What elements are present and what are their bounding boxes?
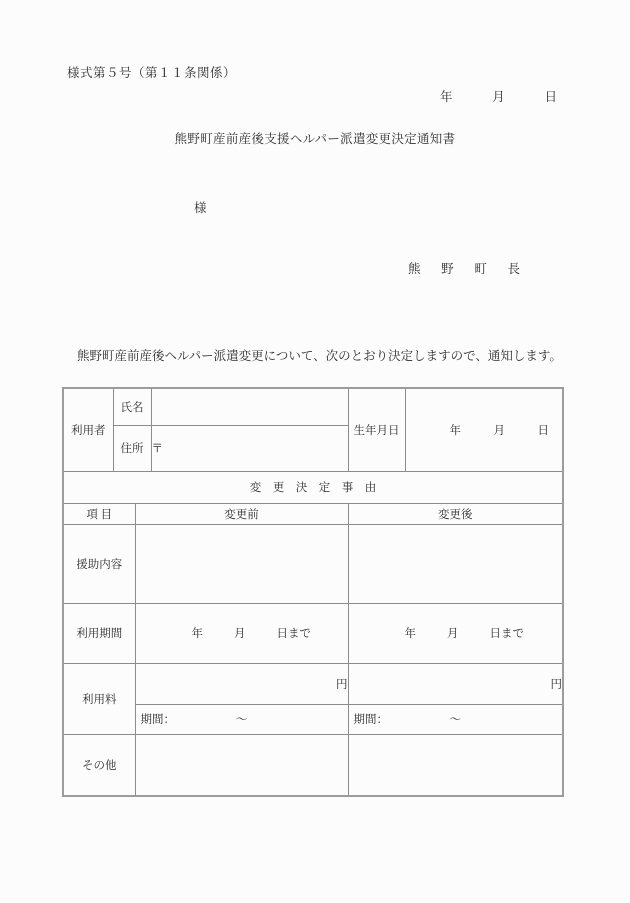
form-number: 様式第５号（第１１条関係） bbox=[67, 66, 237, 80]
item-header-cell: 項 目 bbox=[63, 503, 135, 524]
birth-date-fields bbox=[406, 422, 563, 438]
notification-table bbox=[62, 387, 564, 797]
period-before-month: 月 bbox=[234, 628, 246, 640]
after-header-cell: 変更後 bbox=[348, 503, 563, 524]
mayor-char: 町 bbox=[474, 262, 487, 276]
birth-label-cell: 生年月日 bbox=[348, 388, 405, 471]
fee-after-range-label: 期間： bbox=[353, 714, 388, 726]
body-paragraph: 熊野町産前産後ヘルパー派遣変更について、次のとおり決定しますので、通知します。 bbox=[77, 349, 562, 363]
mayor-char: 長 bbox=[507, 262, 520, 276]
fee-before-range-cell bbox=[135, 704, 348, 734]
fee-before-amount-cell: 円 bbox=[135, 663, 348, 704]
issue-date bbox=[440, 87, 557, 105]
mayor-signature bbox=[408, 259, 520, 277]
other-before-cell bbox=[135, 734, 348, 796]
name-value-cell bbox=[151, 388, 348, 425]
other-after-cell bbox=[348, 734, 563, 796]
period-after-cell bbox=[348, 603, 563, 663]
addressee-honorific: 様 bbox=[194, 201, 207, 215]
birth-year-label: 年 bbox=[449, 424, 461, 437]
birth-day-label: 日 bbox=[537, 424, 549, 437]
fee-label-cell: 利用料 bbox=[63, 663, 135, 734]
period-before-fields bbox=[136, 625, 348, 641]
fee-before-range-label: 期間： bbox=[140, 714, 175, 726]
reason-header-cell: 変 更 決 定 事 由 bbox=[63, 471, 563, 503]
fee-after-range-tilde: 〜 bbox=[449, 714, 461, 726]
support-before-cell bbox=[135, 524, 348, 603]
birth-date-cell bbox=[405, 388, 563, 471]
birth-month-label: 月 bbox=[493, 424, 505, 437]
period-after-year: 年 bbox=[404, 628, 416, 640]
issue-date-year: 年 bbox=[440, 90, 453, 104]
period-before-year: 年 bbox=[191, 628, 203, 640]
period-after-day-until: 日まで bbox=[489, 628, 524, 640]
mayor-char: 熊 bbox=[408, 262, 421, 276]
other-label-cell: その他 bbox=[63, 734, 135, 796]
name-label-cell: 氏名 bbox=[113, 388, 151, 425]
fee-after-amount-cell: 円 bbox=[348, 663, 563, 704]
support-label-cell: 援助内容 bbox=[63, 524, 135, 603]
postal-mark: 〒 bbox=[151, 443, 163, 455]
address-label-cell: 住所 bbox=[113, 425, 151, 471]
document-title: 熊野町産前産後支援ヘルパー派遣変更決定通知書 bbox=[174, 132, 456, 146]
address-value-cell bbox=[151, 425, 348, 471]
period-after-fields bbox=[349, 625, 563, 641]
support-after-cell bbox=[348, 524, 563, 603]
fee-before-range-tilde: 〜 bbox=[235, 714, 248, 726]
period-label-cell: 利用期間 bbox=[63, 603, 135, 663]
user-label-cell: 利用者 bbox=[63, 388, 113, 471]
issue-date-day: 日 bbox=[544, 90, 557, 104]
mayor-char: 野 bbox=[441, 262, 454, 276]
issue-date-month: 月 bbox=[492, 90, 505, 104]
before-header-cell: 変更前 bbox=[135, 503, 348, 524]
period-after-month: 月 bbox=[447, 628, 459, 640]
period-before-day-until: 日まで bbox=[276, 628, 311, 640]
fee-after-range-cell bbox=[348, 704, 563, 734]
period-before-cell bbox=[135, 603, 348, 663]
